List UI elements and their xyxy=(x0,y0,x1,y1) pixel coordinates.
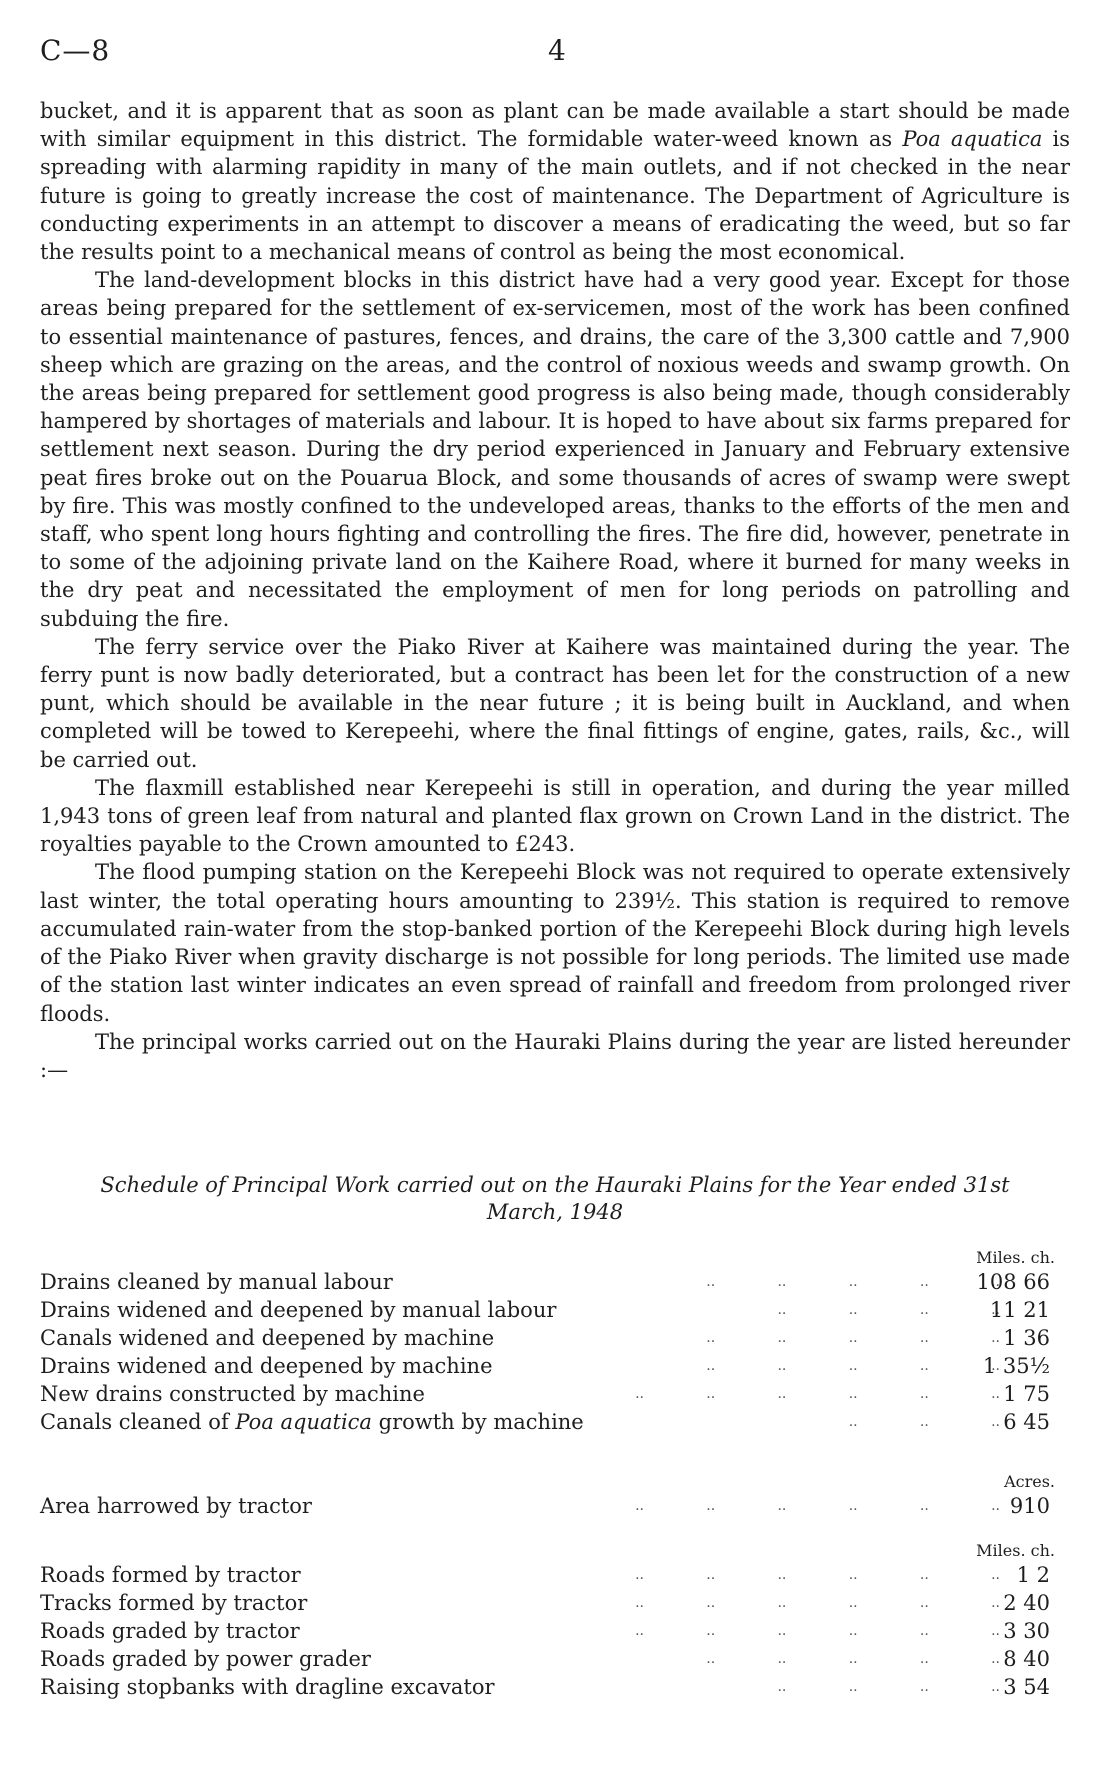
dot-leader: .. .. .. .. xyxy=(777,1302,1000,1318)
dot-leader: .. .. .. .. .. .. xyxy=(635,1567,1000,1583)
dot-leader: .. .. .. .. .. xyxy=(706,1330,1000,1346)
row-label: Raising stopbanks with dragline excavator xyxy=(40,1673,503,1701)
dot-leader: .. .. .. xyxy=(848,1414,1000,1430)
dot-leader: .. .. .. .. .. .. xyxy=(635,1595,1000,1611)
paragraph-3: The ferry service over the Piako River at Kaihere was maintained during the year. The ferry punt is now badly deteriorated, but a contract has been let for the construction of a new punt, which should be available in the near future ; it is being built in Auckland, and when completed will be towed to Kerepeehi, where the final fittings of engine, gates, rails, &c., will be carried out. xyxy=(40,634,1070,772)
paragraph-6: The principal works carried out on the Hauraki Plains during the year are listed hereunder :— xyxy=(40,1029,1070,1082)
row-label: Area harrowed by tractor xyxy=(40,1492,320,1520)
dot-leader: .. .. .. .. .. xyxy=(706,1358,1000,1374)
table-row xyxy=(40,1324,1070,1352)
dot-leader: .. .. .. .. .. xyxy=(706,1651,1000,1667)
dot-leader: .. .. .. .. .. xyxy=(706,1274,1000,1290)
dot-leader: .. .. .. .. .. .. xyxy=(635,1498,1000,1514)
table-row xyxy=(40,1408,1070,1436)
table-row xyxy=(40,1673,1070,1701)
unit-header: Miles. ch. xyxy=(976,1541,1055,1560)
row-value: 910 xyxy=(1009,1494,1050,1518)
page-header xyxy=(40,34,1070,74)
row-value: 1 2 xyxy=(1016,1563,1050,1587)
dot-leader: .. .. .. .. xyxy=(777,1679,1000,1695)
row-label: Roads graded by power grader xyxy=(40,1645,379,1673)
table-row xyxy=(40,1645,1070,1673)
row-value: 1 75 xyxy=(1003,1382,1050,1406)
row-label: Tracks formed by tractor xyxy=(40,1589,315,1617)
table-row xyxy=(40,1589,1070,1617)
table-row xyxy=(40,1492,1070,1520)
row-label: Roads graded by tractor xyxy=(40,1617,308,1645)
row-value: 108 66 xyxy=(976,1270,1050,1294)
table-row xyxy=(40,1352,1070,1380)
page-number: 4 xyxy=(548,34,566,67)
row-value: 8 40 xyxy=(1003,1647,1050,1671)
page-reference: C—8 xyxy=(40,34,111,67)
row-label: Drains cleaned by manual labour xyxy=(40,1268,401,1296)
table-row xyxy=(40,1561,1070,1589)
dot-leader: .. .. .. .. .. .. xyxy=(635,1386,1000,1402)
row-value: 3 30 xyxy=(1003,1619,1050,1643)
table-row xyxy=(40,1268,1070,1296)
row-value: 3 54 xyxy=(1003,1675,1050,1699)
row-label: Canals cleaned of Poa aquatica growth by machine xyxy=(40,1408,592,1436)
row-value: 11 21 xyxy=(989,1298,1050,1322)
table-row xyxy=(40,1617,1070,1645)
row-label: Drains widened and deepened by machine xyxy=(40,1352,501,1380)
unit-header: Acres. xyxy=(1004,1472,1055,1491)
paragraph-5: The flood pumping station on the Kerepeehi Block was not required to operate extensively last winter, the total operating hours amounting to 239½. This station is required to remove accumulated rain-water from the stop-banked portion of the Kerepeehi Block during high levels of the Piako River when gravity discharge is not possible for long periods. The limited use made of the station last winter indicates an even spread of rainfall and freedom from prolonged river floods. xyxy=(40,860,1070,1026)
row-value: 1 36 xyxy=(1003,1326,1050,1350)
table-row xyxy=(40,1380,1070,1408)
paragraph-2: The land-development blocks in this district have had a very good year. Except for those areas being prepared for the settlement of ex-servicemen, most of the work has been confined to essential maintenance of pastures, fences, and drains, the care of the 3,300 cattle and 7,900 sheep which are grazing on the areas, and the control of noxious weeds and swamp growth. On the areas being prepared for settlement good progress is also being made, though considerably hampered by shortages of materials and labour. It is hoped to have about six farms prepared for settlement next season. During the dry period experienced in January and February extensive peat fires broke out on the Pouarua Block, and some thousands of acres of swamp were swept by fire. This was mostly confined to the undeveloped areas, thanks to the efforts of the men and staff, who spent long hours fighting and controlling the fires. The fire did, however, penetrate in to some of the adjoining private land on the Kaihere Road, where it burned for many weeks in the dry peat and necessitated the employment of men for long periods on patrolling and subduing the fire. xyxy=(40,268,1070,631)
row-label: New drains constructed by machine xyxy=(40,1380,433,1408)
dot-leader: .. .. .. .. .. .. xyxy=(635,1623,1000,1639)
paragraph-1: bucket, and it is apparent that as soon as plant can be made available a start should be made with similar equipment in this district. The formidable water-weed known as Poa aquatica is spreading with alarming rapidity in many of the main outlets, and if not checked in the near future is going to greatly increase the cost of maintenance. The Department of Agriculture is conducting experiments in an attempt to discover a means of eradicating the weed, but so far the results point to a mechanical means of control as being the most economical. xyxy=(40,99,1071,265)
row-label: Canals widened and deepened by machine xyxy=(40,1324,502,1352)
row-label: Drains widened and deepened by manual labour xyxy=(40,1296,564,1324)
schedule-title: Schedule of Principal Work carried out on the Hauraki Plains for the Year ended 31st March, 1948 xyxy=(100,1173,1010,1224)
row-value: 1 35½ xyxy=(982,1354,1050,1378)
row-value: 6 45 xyxy=(1003,1410,1050,1434)
unit-header: Miles. ch. xyxy=(976,1248,1055,1267)
row-label: Roads formed by tractor xyxy=(40,1561,309,1589)
row-value: 2 40 xyxy=(1003,1591,1050,1615)
body-text xyxy=(40,97,1070,1084)
table-row xyxy=(40,1296,1070,1324)
paragraph-4: The flaxmill established near Kerepeehi is still in operation, and during the year milled 1,943 tons of green leaf from natural and planted flax grown on Crown Land in the district. The royalties payable to the Crown amounted to £243. xyxy=(40,775,1070,857)
